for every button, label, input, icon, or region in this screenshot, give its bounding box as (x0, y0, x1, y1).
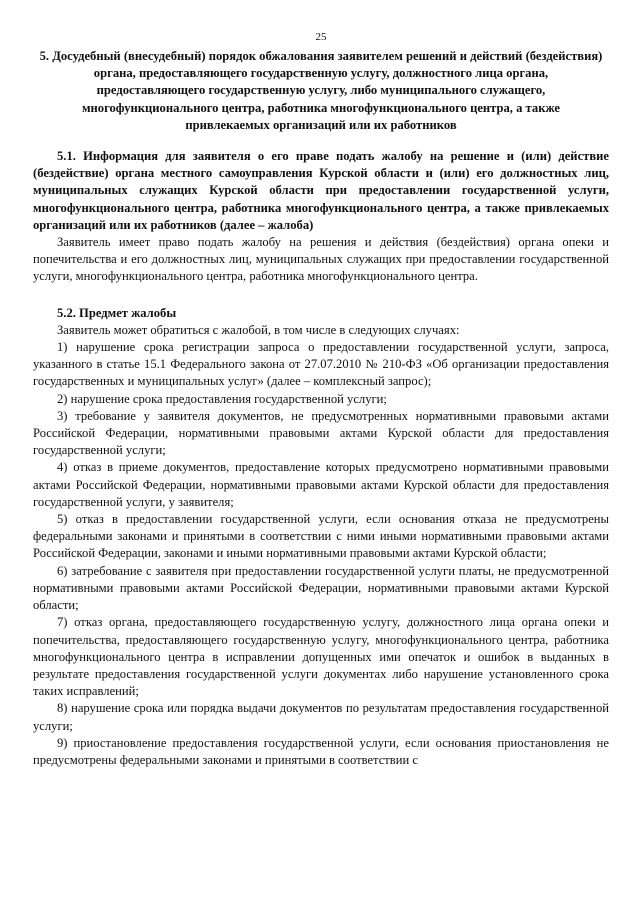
list-item: 3) требование у заявителя документов, не предусмотренных нормативными правовыми актами Российской Федерации, нормативными правовыми актами Курской области для предоставления государственной услуги; (33, 408, 609, 458)
list-item: 1) нарушение срока регистрации запроса о предоставлении государственной услуги, запроса, указанного в статье 15.1 Федерального закона от 27.07.2010 № 210-ФЗ «Об организации предоставления государственных и муниципальных услуг» (далее – комплексный запрос); (33, 340, 609, 389)
section-5-1-text: Заявитель имеет право подать жалобу на решения и действия (бездействия) органа опеки и попечительства и его должностных лиц, муниципальных служащих при предоставлении государственной услуги, многофункционального центра, работника многофункционального центра. (33, 235, 609, 284)
page-number: 25 (315, 31, 327, 43)
section-5-1-title: 5.1. Информация для заявителя о его праве подать жалобу на решение и (или) действие (бездействие) органа местного самоуправления Курской области и (или) его должностных лиц, муниципальных служащих Курской области при предоставлении государственной услуги, многофункционального центра, работника многофункционального центра, а также привлекаемых организаций или их работников (далее – жалоба) (33, 149, 609, 232)
list-item: 4) отказ в приеме документов, предоставление которых предусмотрено нормативными правовыми актами Российской Федерации, нормативными правовыми актами Курской области для предоставления государственной услуги, у заявителя; (33, 460, 609, 509)
list-item: 9) приостановление предоставления государственной услуги, если основания приостановления не предусмотрены федеральными законами и принятыми в соответствии с (33, 735, 609, 767)
list-item: 8) нарушение срока или порядка выдачи документов по результатам предоставления государственной услуги; (33, 701, 609, 733)
list-item: 6) затребование с заявителя при предоставлении государственной услуги платы, не предусмотренной нормативными правовыми актами Российской Федерации, нормативными правовыми актами Курской области; (33, 563, 609, 613)
section-5-2-intro: Заявитель может обратиться с жалобой, в том числе в следующих случаях: (57, 322, 460, 337)
list-item: 7) отказ органа, предоставляющего государственную услугу, должностного лица органа опеки и попечительства, предоставляющего государственную услугу, многофункционального центра, работника многофункционального центра в исправлении допущенных ими опечаток и ошибок в выданных в результате предоставления государственной услуги документах либо нарушение установленного срока таких исправлений; (33, 615, 609, 699)
section-5-title: 5. Досудебный (внесудебный) порядок обжалования заявителем решений и действий (бездействия) органа, предоставляющего государственную услугу, должностного лица органа, предоставляющего государственную услугу, либо муниципального служащего, многофункционального центра, работника многофункционального центра, а также привлекаемых организаций или их работников (39, 49, 603, 132)
section-5-2-title: 5.2. Предмет жалобы (57, 305, 177, 320)
list-item: 5) отказ в предоставлении государственной услуги, если основания отказа не предусмотрены федеральными законами и принятыми в соответствии с ними иными нормативными правовыми актами Российской Федерации, законами и иными нормативными правовыми актами Курской области; (33, 512, 609, 561)
spacer (33, 286, 609, 305)
list-item: 2) нарушение срока предоставления государственной услуги; (57, 391, 387, 406)
